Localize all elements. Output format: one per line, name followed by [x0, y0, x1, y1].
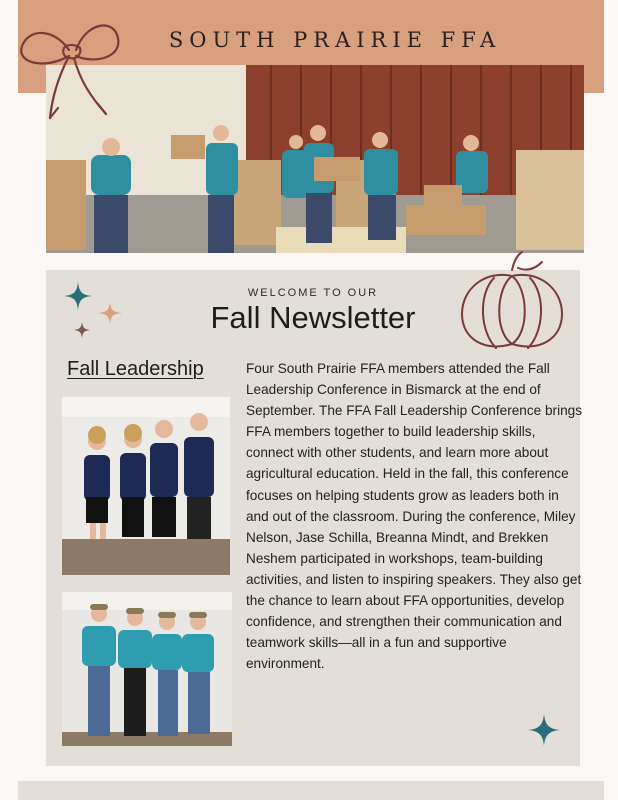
section-heading: Fall Leadership: [67, 358, 204, 380]
leadership-photo-2: [62, 592, 232, 746]
bow-icon: [14, 8, 134, 123]
newsletter-title: Fall Newsletter: [210, 300, 416, 335]
leadership-photo-1: [62, 397, 230, 575]
footer-band: [18, 781, 604, 800]
header-title: SOUTH PRAIRIE FFA: [168, 28, 502, 52]
newsletter-panel: [46, 270, 583, 766]
sparkle-star-icon: [60, 282, 130, 352]
sparkle-star-icon: [528, 714, 560, 746]
welcome-label: WELCOME TO OUR: [247, 287, 379, 299]
article-body: Four South Prairie FFA members attended the Fall Leadership Conference in Bismarck at the end of September. The FFA Fall Leadership Conference brings FFA members together to build leadership skills, connect with other students, and learn more about agricultural education. Held in the fall, this conference focuses on helping students grow as leaders both in and out of the classroom. During the conference, Miley Nelson, Jase Schilla, Breanna Mindt, and Brekken Neshem participated in workshops, team-building activities, and listen to inspiring speakers. They also get the chance to learn about FFA opportunities, develop confidence, and strengthen their communication and teamwork skills—all in a fun and supportive environment.: [246, 361, 583, 672]
pumpkin-icon: [456, 248, 568, 360]
